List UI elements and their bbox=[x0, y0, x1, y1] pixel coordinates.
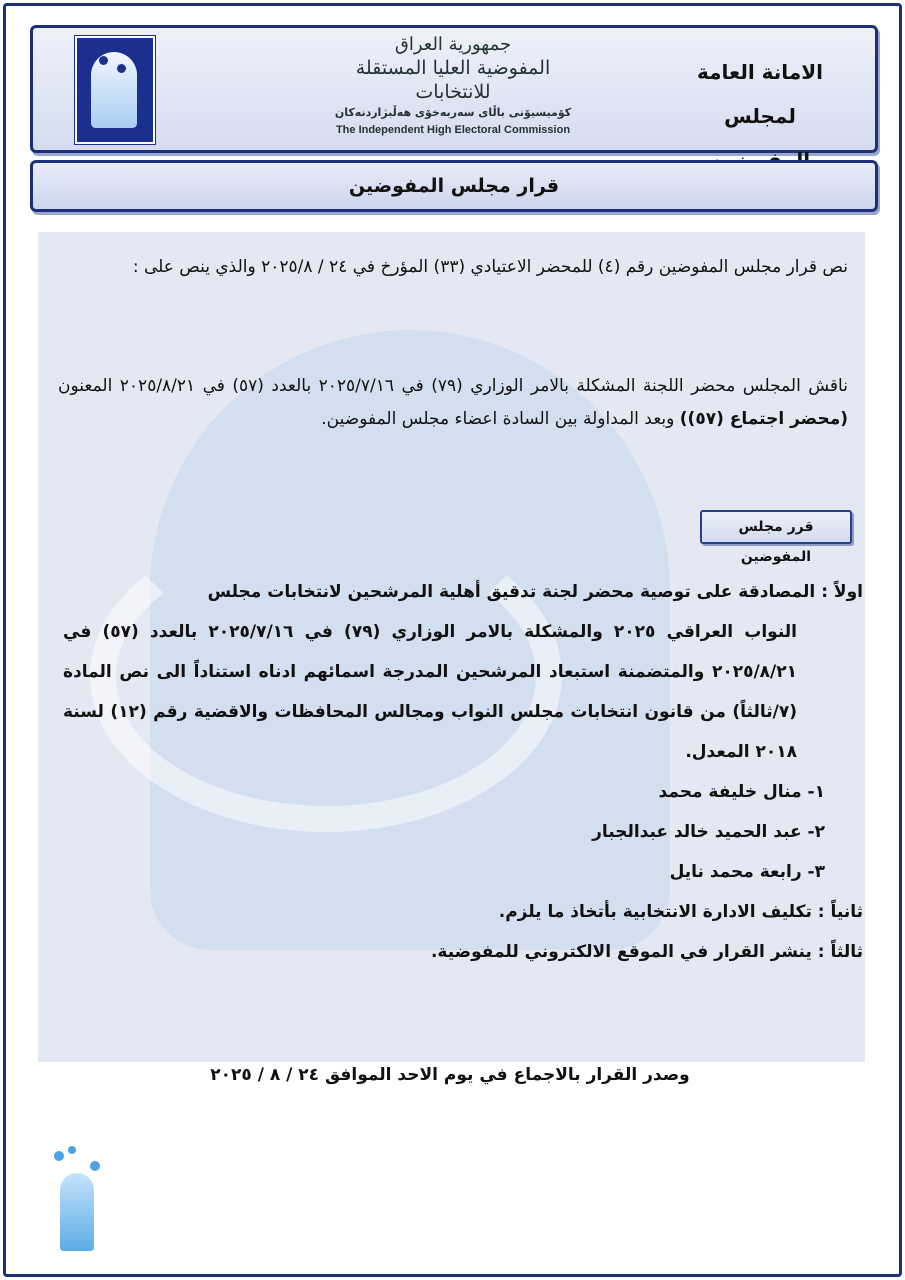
item-first-rest: النواب العراقي ٢٠٢٥ والمشكلة بالامر الوزاري (٧٩) في ٢٠٢٥/٧/١٦ بالعدد (٥٧) في ٢٠٢٥/٨/٢١ والمتضمنة استبعاد المرشحين المدرجة اسمائهم ادناه استناداً الى نص المادة (٧/ثالثاً) من قانون انتخابات مجلس النواب ومجالس المحافظات والاقضية رقم (١٢) لسنة ٢٠١٨ المعدل. bbox=[63, 622, 797, 762]
list-item: ١- منال خليفة محمد bbox=[658, 782, 825, 802]
secretariat-line2: لمجلس bbox=[724, 104, 796, 128]
commission-name-ar: المفوضية العليا المستقلة للانتخابات bbox=[355, 57, 551, 103]
letterhead bbox=[30, 25, 878, 153]
commission-logo bbox=[75, 36, 155, 144]
list-item: ٢- عبد الحميد خالد عبدالجبار bbox=[592, 822, 825, 842]
item-third: ثالثاً : ينشر القرار في الموقع الالكتروني للمفوضية. bbox=[430, 942, 863, 962]
paragraph-bold: (محضر اجتماع (٥٧)) bbox=[679, 409, 848, 429]
decided-badge: قرر مجلس المفوضين bbox=[700, 510, 852, 544]
issued-line: وصدر القرار بالاجماع في يوم الاحد الموافق ٢٤ / ٨ / ٢٠٢٥ bbox=[210, 1065, 690, 1085]
list-item: ٣- رابعة محمد نايل bbox=[669, 862, 825, 882]
document-title: قرار مجلس المفوضين bbox=[30, 160, 878, 212]
item-first-label: اولاً : bbox=[821, 582, 863, 602]
decision-block bbox=[63, 572, 863, 972]
item-second: ثانياً : تكليف الادارة الانتخابية بأتخاذ ما يلزم. bbox=[498, 902, 863, 922]
secretariat-line1: الامانة العامة bbox=[697, 60, 823, 84]
intro-text: نص قرار مجلس المفوضين رقم (٤) للمحضر الاعتيادي (٣٣) المؤرخ في ٢٤ / ٢٠٢٥/٨ والذي ينص على : bbox=[132, 257, 848, 277]
paragraph-part1: ناقش المجلس محضر اللجنة المشكلة بالامر الوزاري (٧٩) في ٢٠٢٥/٧/١٦ بالعدد (٥٧) في ٢٠٢٥/٨/٢١ المعنون bbox=[58, 376, 848, 396]
discussion-paragraph bbox=[58, 370, 848, 436]
corner-logo bbox=[48, 1145, 110, 1257]
paragraph-part2: وبعد المداولة بين السادة اعضاء مجلس المفوضين. bbox=[321, 409, 680, 429]
commission-name-ku: كۆميسيۆنى باڵاى سەربەخۆى هەڵبژاردنەكان bbox=[334, 106, 572, 119]
item-first-line: المصادقة على توصية محضر لجنة تدقيق أهلية المرشحين لانتخابات مجلس bbox=[207, 582, 816, 602]
letterhead-center bbox=[323, 34, 583, 138]
commission-name-en: The Independent High Electoral Commission bbox=[335, 124, 571, 136]
country-name: جمهورية العراق bbox=[394, 34, 512, 55]
excluded-names bbox=[63, 772, 863, 892]
